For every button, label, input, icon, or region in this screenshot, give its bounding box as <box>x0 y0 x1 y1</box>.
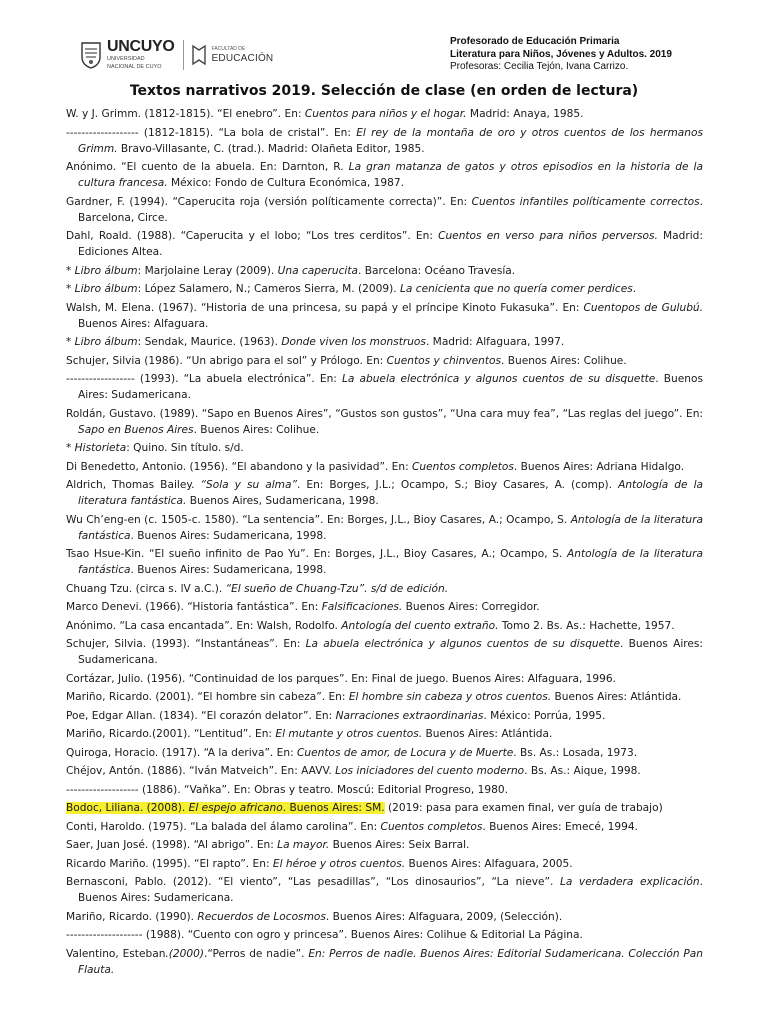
work-title: Una caperucita <box>277 264 359 277</box>
work-title: * Libro álbum <box>66 264 138 277</box>
work-title: “Sola y su alma” <box>200 479 297 491</box>
reference-text: Schujer, Silvia. (1993). “Instantáneas”. En: <box>66 638 306 650</box>
reference-text: . Buenos Aires: Alfaguara, 2009, (Selección). <box>325 910 563 923</box>
work-title: En: Perros de nadie. Buenos Aires: Editorial Sudamericana. Colección Pan Flauta. <box>78 947 703 976</box>
reference-item <box>66 856 703 872</box>
reference-text: W. y J. Grimm. (1812-1815). “El enebro”. En: <box>66 108 305 120</box>
reference-text: Chéjov, Antón. (1886). “Iván Matveich”. En: AAVV. <box>66 765 336 777</box>
reference-item <box>66 909 703 925</box>
logo-sub-2: NACIONAL DE CUYO <box>107 64 162 70</box>
reference-text: Mariño, Ricardo. (2001). “El hombre sin cabeza”. En: <box>66 691 349 703</box>
reference-item <box>66 125 703 157</box>
reference-item <box>66 353 703 369</box>
reference-text: . Barcelona, Circe. <box>78 195 704 224</box>
reference-item <box>66 636 703 668</box>
program-name: Profesorado de Educación Primaria <box>450 36 620 47</box>
reference-text: Buenos Aires, Sudamericana, 1998. <box>186 495 379 507</box>
reference-text: Anónimo. “El cuento de la abuela. En: Darnton, R. <box>66 161 349 173</box>
work-title: Cuentos de amor, de Locura y de Muerte <box>297 746 514 759</box>
reference-item <box>66 837 703 853</box>
reference-text: Bodoc, Liliana. (2008). <box>66 802 189 814</box>
work-title: * Historieta <box>66 442 127 454</box>
work-title: * Libro álbum <box>66 283 138 295</box>
reference-text: Dahl, Roald. (1988). “Caperucita y el lobo; “Los tres cerditos”. En: <box>66 230 439 242</box>
reference-text: Roldán, Gustavo. (1989). “Sapo en Buenos Aires”, “Gustos son gustos”, “Una cara muy fea”, “Las reglas del juego”. En: <box>66 407 703 420</box>
reference-text: . Buenos Aires: Sudamericana. <box>78 638 703 666</box>
reference-text: . Buenos Aires: SM. <box>282 802 385 814</box>
faculty-small-text: FACULTAD DE <box>211 45 246 52</box>
faculty-logo <box>212 47 274 64</box>
faculty-name: EDUCACIÓN <box>211 52 274 64</box>
reference-item <box>66 406 703 438</box>
reference-text: . México: Porrúa, 1995. <box>483 709 606 722</box>
reference-item <box>66 763 703 779</box>
work-title: Los iniciadores del cuento moderno <box>335 765 525 777</box>
faculty-emblem-icon <box>190 42 208 68</box>
reference-text: . Buenos Aires: Adriana Hidalgo. <box>513 460 685 473</box>
work-title: Cuentopos de Gulubú. <box>583 301 703 314</box>
work-title: La mayor. <box>277 839 330 851</box>
reference-item <box>66 371 703 403</box>
reference-text: Buenos Aires: Atlántida. <box>422 728 553 740</box>
reference-item <box>66 689 703 705</box>
work-title: .(2000) <box>165 947 204 960</box>
reference-text: Mariño, Ricardo. (1990). <box>66 910 198 923</box>
reference-text: Chuang Tzu. (circa s. lV a.C.). <box>66 582 226 595</box>
reference-item <box>66 263 703 279</box>
page-title: Textos narrativos 2019. Selección de clase (en orden de lectura) <box>129 83 639 99</box>
reference-text: Schujer, Silvia (1986). “Un abrigo para el sol” y Prólogo. En: <box>66 354 387 367</box>
reference-text: . Buenos Aires: Sudamericana. <box>78 876 703 904</box>
reference-text: . Madrid: Alfaguara, 1997. <box>425 336 565 348</box>
work-title: Cuentos en verso para niños perversos. <box>438 230 658 242</box>
reference-text: Buenos Aires: Atlántida. <box>551 691 682 703</box>
work-title: Antología de la literatura fantástica. <box>78 479 704 507</box>
reference-text: Anónimo. “La casa encantada”. En: Walsh, Rodolfo. <box>66 619 342 632</box>
reference-text: . <box>632 283 637 295</box>
work-title: La cenicienta que no quería comer perdices <box>400 283 633 295</box>
reference-item <box>66 228 703 260</box>
reference-text: Madrid: Ediciones Altea. <box>78 230 703 258</box>
reference-text: Bravo-Villasante, C. (trad.). Madrid: Olañeta Editor, 1985. <box>117 142 425 155</box>
reference-item <box>66 874 703 906</box>
reference-item <box>66 194 703 226</box>
reference-item <box>66 819 703 835</box>
uncuyo-seal-icon <box>80 41 102 69</box>
reference-text: Poe, Edgar Allan. (1834). “El corazón delator”. En: <box>66 709 336 722</box>
reference-text: . Buenos Aires: Sudamericana. <box>78 373 703 401</box>
work-title: Donde viven los monstruos <box>281 336 426 348</box>
reference-text: . Barcelona: Océano Travesía. <box>358 264 516 277</box>
work-title: “El sueño de Chuang-Tzu”. s/d de edición. <box>225 582 449 595</box>
work-title: Falsificaciones. <box>321 601 403 613</box>
reference-text: México: Fondo de Cultura Económica, 1987. <box>167 177 404 189</box>
work-title: La abuela electrónica y algunos cuentos de su disquette <box>341 373 656 385</box>
logo-divider <box>183 40 184 70</box>
work-title: La gran matanza de gatos y otros episodios en la historia de la cultura francesa. <box>78 161 703 189</box>
work-title: Narraciones extraordinarias <box>335 709 484 722</box>
reference-text: . Buenos Aires: Emecé, 1994. <box>482 820 638 833</box>
reference-text: Aldrich, Thomas Bailey. <box>66 479 201 491</box>
reference-item <box>66 800 703 816</box>
teachers: Profesoras: Cecilia Tejón, Ivana Carrizo. <box>450 61 629 72</box>
reference-item <box>66 782 703 798</box>
work-title: El hombre sin cabeza y otros cuentos. <box>348 691 552 703</box>
reference-item <box>66 726 703 742</box>
reference-item <box>66 581 703 597</box>
logo-sub-1: UNIVERSIDAD <box>107 56 145 63</box>
reference-text: Marco Denevi. (1966). “Historia fantástica”. En: <box>66 601 322 613</box>
work-title: * Libro álbum <box>66 336 138 348</box>
reference-item <box>66 440 703 456</box>
reference-text: Ricardo Mariño. (1995). “El rapto”. En: <box>66 857 273 870</box>
reference-item <box>66 671 703 687</box>
reference-text: . Bs. As.: Aique, 1998. <box>524 765 641 777</box>
reference-text: ------------------- (1886). “Vaňka”. En: Obras y teatro. Moscú: Editorial Progreso, 1980. <box>66 783 508 796</box>
reference-list <box>66 106 703 980</box>
reference-text: . Bs. As.: Losada, 1973. <box>513 746 638 759</box>
reference-item <box>66 708 703 724</box>
reference-item <box>66 300 703 332</box>
reference-item <box>66 599 703 615</box>
reference-text: Quiroga, Horacio. (1917). “A la deriva”. En: <box>66 746 298 759</box>
reference-text: Saer, Juan José. (1998). “Al abrigo”. En: <box>66 839 278 851</box>
reference-text: : Quino. Sin título. s/d. <box>126 442 244 454</box>
work-title: Cuentos infantiles políticamente correctos <box>471 195 700 208</box>
reference-item <box>66 927 703 943</box>
reference-text: : López Salamero, N.; Cameros Sierra, M. (2009). <box>137 283 400 295</box>
reference-text: . Buenos Aires: Colihue. <box>500 354 627 367</box>
highlighted-reference <box>66 802 385 814</box>
work-title: El rey de la montaña de oro y otros cuentos de los hermanos Grimm. <box>78 126 703 155</box>
work-title: El héroe y otros cuentos. <box>272 857 406 870</box>
course-info <box>450 36 672 74</box>
reference-text: . Buenos Aires: Sudamericana, 1998. <box>130 564 327 576</box>
work-title: La abuela electrónica y algunos cuentos de su disquette <box>305 638 620 650</box>
work-title: Recuerdos de Locosmos <box>197 910 326 923</box>
reference-item <box>66 106 703 122</box>
reference-text: Tsao Hsue-Kin. “El sueño infinito de Pao Yu”. En: Borges, J.L., Bioy Casares, A.; Ocampo, S. <box>66 548 568 560</box>
reference-item <box>66 334 703 350</box>
reference-text: ------------------- (1812-1815). “La bola de cristal”. En: <box>66 126 357 139</box>
reference-text: Buenos Aires: Alfaguara. <box>78 317 209 330</box>
work-title: Antología del cuento extraño. <box>341 619 499 632</box>
work-title: El espejo africano <box>188 802 283 814</box>
reference-text: Gardner, F. (1994). “Caperucita roja (versión políticamente correcta)”. En: <box>66 195 472 208</box>
work-title: Antología de la literatura fantástica <box>78 513 703 542</box>
work-title: El mutante y otros cuentos. <box>275 728 423 740</box>
reference-item <box>66 546 703 578</box>
work-title: Cuentos para niños y el hogar. <box>304 108 467 120</box>
header-logos <box>80 38 273 72</box>
reference-item <box>66 159 703 191</box>
reference-text: Madrid: Anaya, 1985. <box>466 108 584 120</box>
reference-text: (2019: pasa para examen final, ver guía de trabajo) <box>384 802 663 814</box>
uncuyo-logo <box>107 39 175 71</box>
reference-text: Buenos Aires: Alfaguara, 2005. <box>405 857 573 870</box>
reference-text: Buenos Aires: Seix Barral. <box>329 839 470 851</box>
reference-text: -------------------- (1988). “Cuento con ogro y princesa”. Buenos Aires: Colihue & Editorial La Página. <box>66 929 583 941</box>
reference-item <box>66 477 703 509</box>
reference-text: Wu Ch’eng-en (c. 1505-c. 1580). “La sentencia”. En: Borges, J.L., Bioy Casares, A.; Ocampo, S. <box>66 513 571 526</box>
reference-item <box>66 618 703 634</box>
work-title: Cuentos completos <box>380 820 483 833</box>
reference-text: Di Benedetto, Antonio. (1956). “El abandono y la pasividad”. En: <box>66 460 413 473</box>
reference-text: Buenos Aires: Corregidor. <box>402 601 540 613</box>
reference-text: . En: Borges, J.L.; Ocampo, S.; Bioy Casares, A. (comp). <box>297 479 619 491</box>
work-title: La verdadera explicación <box>559 876 700 888</box>
work-title: Cuentos y chinventos <box>386 354 501 367</box>
reference-text: . Buenos Aires: Sudamericana, 1998. <box>130 529 327 542</box>
reference-text: : Sendak, Maurice. (1963). <box>137 336 282 348</box>
reference-item <box>66 281 703 297</box>
reference-text: . Buenos Aires: Colihue. <box>193 423 320 436</box>
reference-item <box>66 745 703 761</box>
work-title: Cuentos completos <box>412 460 514 473</box>
reference-text: ------------------ (1993). “La abuela electrónica”. En: <box>66 373 342 385</box>
reference-text: Cortázar, Julio. (1956). “Continuidad de los parques”. En: Final de juego. Buenos Aires: Alfaguara, 1996. <box>66 672 617 685</box>
course-name: Literatura para Niños, Jóvenes y Adultos. 2019 <box>450 48 672 60</box>
reference-item <box>66 512 703 544</box>
reference-text: Walsh, M. Elena. (1967). “Historia de una princesa, su papá y el príncipe Kinoto Fukasuka”. En: <box>66 301 584 314</box>
work-title: Sapo en Buenos Aires <box>78 423 194 436</box>
reference-text: .“Perros de nadie”. <box>204 947 309 960</box>
reference-text: Conti, Haroldo. (1975). “La balada del álamo carolina”. En: <box>66 820 381 833</box>
reference-text: Valentino, Esteban <box>66 947 166 960</box>
reference-item <box>66 946 703 978</box>
reference-text: : Marjolaine Leray (2009). <box>137 264 278 277</box>
reference-text: Mariño, Ricardo.(2001). “Lentitud”. En: <box>66 728 276 740</box>
work-title: Antología de la literatura fantástica <box>78 548 703 576</box>
reference-text: Bernasconi, Pablo. (2012). “El viento”, “Las pesadillas”, “Los dinosaurios”, “La nieve”. <box>66 876 560 888</box>
reference-item <box>66 459 703 475</box>
reference-text: Tomo 2. Bs. As.: Hachette, 1957. <box>498 619 675 632</box>
logo-name: UNCUYO <box>107 38 175 56</box>
